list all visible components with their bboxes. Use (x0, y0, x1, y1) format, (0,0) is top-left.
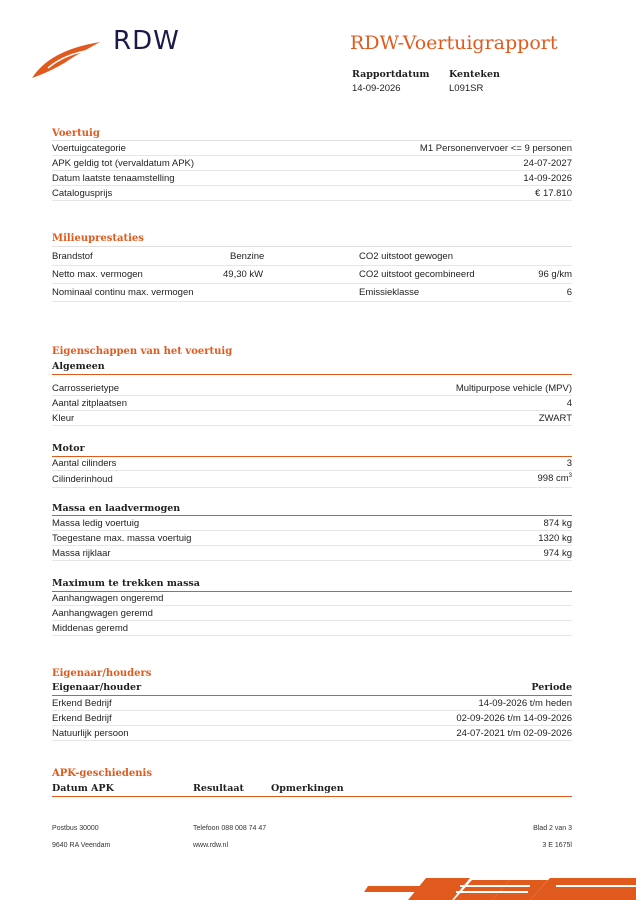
footer-phone: Telefoon 088 008 74 47 (193, 825, 267, 832)
row-label: Toegestane max. massa voertuig (52, 532, 192, 544)
subsection-motor: Motor (52, 443, 85, 454)
footer-address1: Postbus 30000 (52, 825, 99, 832)
section-apk: APK-geschiedenis (52, 768, 152, 779)
plate-label: Kenteken (449, 69, 500, 80)
row-value: ZWART (538, 412, 572, 424)
row-value: 49,30 kW (223, 269, 264, 280)
row-label: Kleur (52, 412, 75, 424)
row-value (538, 473, 573, 484)
table-row (52, 606, 572, 621)
section-voertuig: Voertuig (52, 128, 100, 139)
table-row (52, 396, 572, 411)
footer-web[interactable]: www.rdw.nl (193, 842, 229, 849)
report-date-label: Rapportdatum (352, 69, 430, 80)
row-label: Nominaal continu max. vermogen (52, 287, 194, 298)
report-date: 14-09-2026 (352, 83, 401, 94)
row-value: 14-09-2026 (523, 172, 572, 184)
row-label: Aantal zitplaatsen (52, 397, 127, 409)
table-row (52, 726, 572, 741)
row-value: 874 kg (543, 517, 572, 529)
footer-address2: 9640 RA Veendam (52, 842, 111, 849)
decorative-stripes-icon (360, 872, 636, 900)
row-value: 96 g/km (538, 269, 572, 280)
row-value: Multipurpose vehicle (MPV) (455, 382, 572, 394)
row-label: Carrosserietype (52, 382, 120, 394)
table-row (52, 266, 572, 284)
footer-page: Blad 2 van 3 (533, 825, 572, 832)
table-row (52, 591, 572, 606)
table-row (52, 171, 572, 186)
table-row (52, 531, 572, 546)
subsection-algemeen: Algemeen (52, 361, 105, 372)
table-row (52, 711, 572, 726)
row-value: Benzine (230, 251, 265, 262)
table-row (52, 141, 572, 156)
report-title: RDW-Voertuigrapport (350, 32, 558, 54)
row-label: Netto max. vermogen (52, 269, 143, 280)
row-value: 6 (566, 287, 572, 298)
row-label: Brandstof (52, 251, 93, 262)
row-value: € 17.810 (535, 187, 572, 199)
row-label: Cilinderinhoud (52, 473, 113, 485)
logo-text: RDW (113, 26, 180, 56)
row-label: Natuurlijk persoon (52, 727, 129, 739)
divider (52, 796, 572, 797)
table-row (52, 696, 572, 711)
column-header: Eigenaar/houder (52, 682, 142, 693)
table-row (52, 381, 572, 396)
column-header: Datum APK (52, 783, 114, 794)
table-row (52, 186, 572, 201)
footer-code: 3 E 1675l (542, 842, 572, 849)
subsection-trekken: Maximum te trekken massa (52, 578, 200, 589)
row-value: 02-09-2026 t/m 14-09-2026 (456, 712, 572, 724)
row-label: APK geldig tot (vervaldatum APK) (52, 157, 195, 169)
column-header: Opmerkingen (271, 783, 344, 794)
row-value: 24-07-2021 t/m 02-09-2026 (456, 727, 572, 739)
row-label: Emissieklasse (359, 287, 420, 298)
row-label: Aantal cilinders (52, 457, 117, 469)
table-header (52, 682, 572, 696)
table-row (52, 546, 572, 561)
divider (52, 246, 572, 247)
row-value: 24-07-2027 (523, 157, 572, 169)
row-value: 1320 kg (538, 532, 572, 544)
row-value: 14-09-2026 t/m heden (478, 697, 572, 709)
table-row (52, 248, 572, 266)
table-row (52, 456, 572, 471)
section-eigenschappen: Eigenschappen van het voertuig (52, 346, 233, 357)
row-label: Catalogusprijs (52, 187, 113, 199)
row-label: Voertuigcategorie (52, 142, 126, 154)
section-milieu: Milieuprestaties (52, 233, 144, 244)
row-label: CO2 uitstoot gewogen (359, 251, 454, 262)
table-row (52, 156, 572, 171)
table-row (52, 411, 572, 426)
row-label: Erkend Bedrijf (52, 712, 112, 724)
row-label: CO2 uitstoot gecombineerd (359, 269, 475, 280)
row-label: Datum laatste tenaamstelling (52, 172, 175, 184)
row-value: 4 (566, 397, 572, 409)
table-row (52, 471, 572, 488)
row-value: M1 Personenvervoer <= 9 personen (419, 142, 572, 154)
table-row (52, 284, 572, 302)
row-label: Aanhangwagen geremd (52, 607, 153, 619)
row-value: 3 (566, 457, 572, 469)
subsection-massa: Massa en laadvermogen (52, 503, 181, 514)
column-header: Resultaat (193, 783, 244, 794)
row-label: Aanhangwagen ongeremd (52, 592, 164, 604)
row-label: Massa rijklaar (52, 547, 111, 559)
section-eigenaar: Eigenaar/houders (52, 668, 152, 679)
column-header: Periode (531, 682, 572, 693)
table-row (52, 621, 572, 636)
row-value: 974 kg (543, 547, 572, 559)
unit-superscript: 3 (568, 473, 572, 480)
row-label: Massa ledig voertuig (52, 517, 140, 529)
table-row (52, 516, 572, 531)
rdw-logo-icon (30, 38, 108, 82)
plate-value: L091SR (449, 83, 484, 94)
row-label: Erkend Bedrijf (52, 697, 112, 709)
row-label: Middenas geremd (52, 622, 129, 634)
displacement-value: 998 cm (537, 473, 569, 485)
divider (52, 374, 572, 375)
